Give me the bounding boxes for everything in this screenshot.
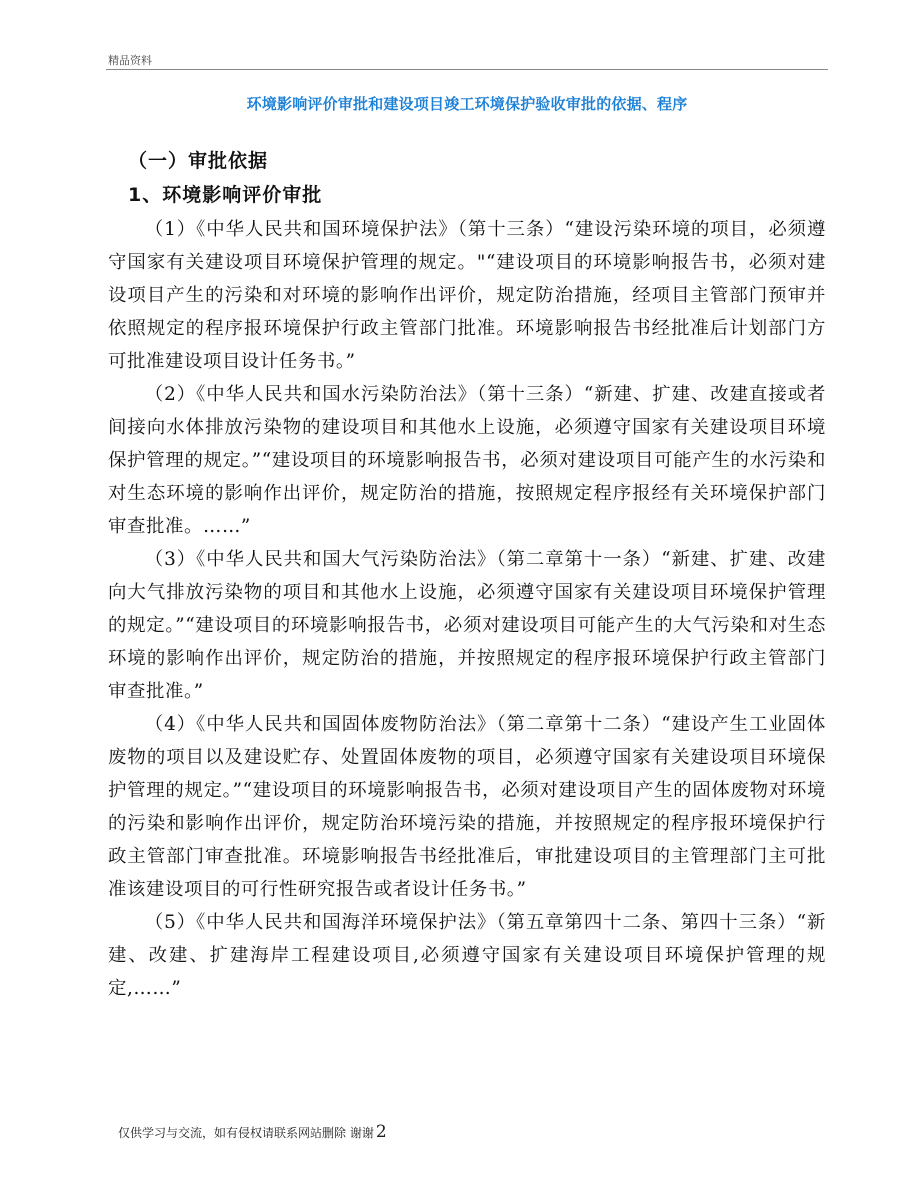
paragraph-marine-environment-law: （5）《中华人民共和国海洋环境保护法》（第五章第四十二条、第四十三条）“新建、改建、扩建海岸工程建设项目,必须遵守国家有关建设项目环境保护管理的规定,……” (108, 912, 826, 999)
paragraph-air-pollution-law: （3）《中华人民共和国大气污染防治法》（第二章第十一条）“新建、扩建、改建向大气排放污染物的项目和其他水上设施，必须遵守国家有关建设项目环境保护管理的规定。”“建设项目的环境影响报告书，必须对建设项目可能产生的大气污染和对生态环境的影响作出评价，规定防治的措施，并按照规定的程序报环境保护行政主管部门审查批准。” (108, 549, 826, 702)
footer-notice: 仅供学习与交流，如有侵权请联系网站删除 谢谢 (118, 1126, 374, 1140)
subsection-heading: 1、环境影响评价审批 (128, 184, 323, 206)
page-number: 2 (375, 1122, 387, 1142)
document-title: 环境影响评价审批和建设项目竣工环境保护验收审批的依据、程序 (246, 95, 688, 113)
section-heading: （一）审批依据 (128, 150, 269, 172)
page-header-label: 精品资料 (108, 54, 152, 67)
paragraph-solid-waste-law: （4）《中华人民共和国固体废物防治法》（第二章第十二条）“建设产生工业固体废物的项目以及建设贮存、处置固体废物的项目，必须遵守国家有关建设项目环境保护管理的规定。”“建设项目的环境影响报告书，必须对建设项目产生的固体废物对环境的污染和影响作出评价，规定防治环境污染的措施，并按照规定的程序报环境保护行政主管部门审查批准。环境影响报告书经批准后，审批建设项目的主管理部门主可批准该建设项目的可行性研究报告或者设计任务书。” (108, 714, 826, 900)
paragraph-water-pollution-law: （2）《中华人民共和国水污染防治法》（第十三条）“新建、扩建、改建直接或者间接向水体排放污染物的建设项目和其他水上设施，必须遵守国家有关建设项目环境保护管理的规定。”“建设项目的环境影响报告书，必须对建设项目可能产生的水污染和对生态环境的影响作出评价，规定防治的措施，按照规定程序报经有关环境保护部门审查批准。……” (108, 384, 826, 537)
header-divider (106, 69, 828, 70)
document-body (108, 213, 826, 1005)
page-footer (118, 1122, 387, 1142)
paragraph-environmental-protection-law: （1）《中华人民共和国环境保护法》（第十三条）“建设污染环境的项目，必须遵守国家有关建设项目环境保护管理的规定。"“建设项目的环境影响报告书，必须对建设项目产生的污染和对环境的影响作出评价，规定防治措施，经项目主管部门预审并依照规定的程序报环境保护行政主管部门批准。环境影响报告书经批准后计划部门方可批准建设项目设计任务书。” (108, 219, 826, 372)
